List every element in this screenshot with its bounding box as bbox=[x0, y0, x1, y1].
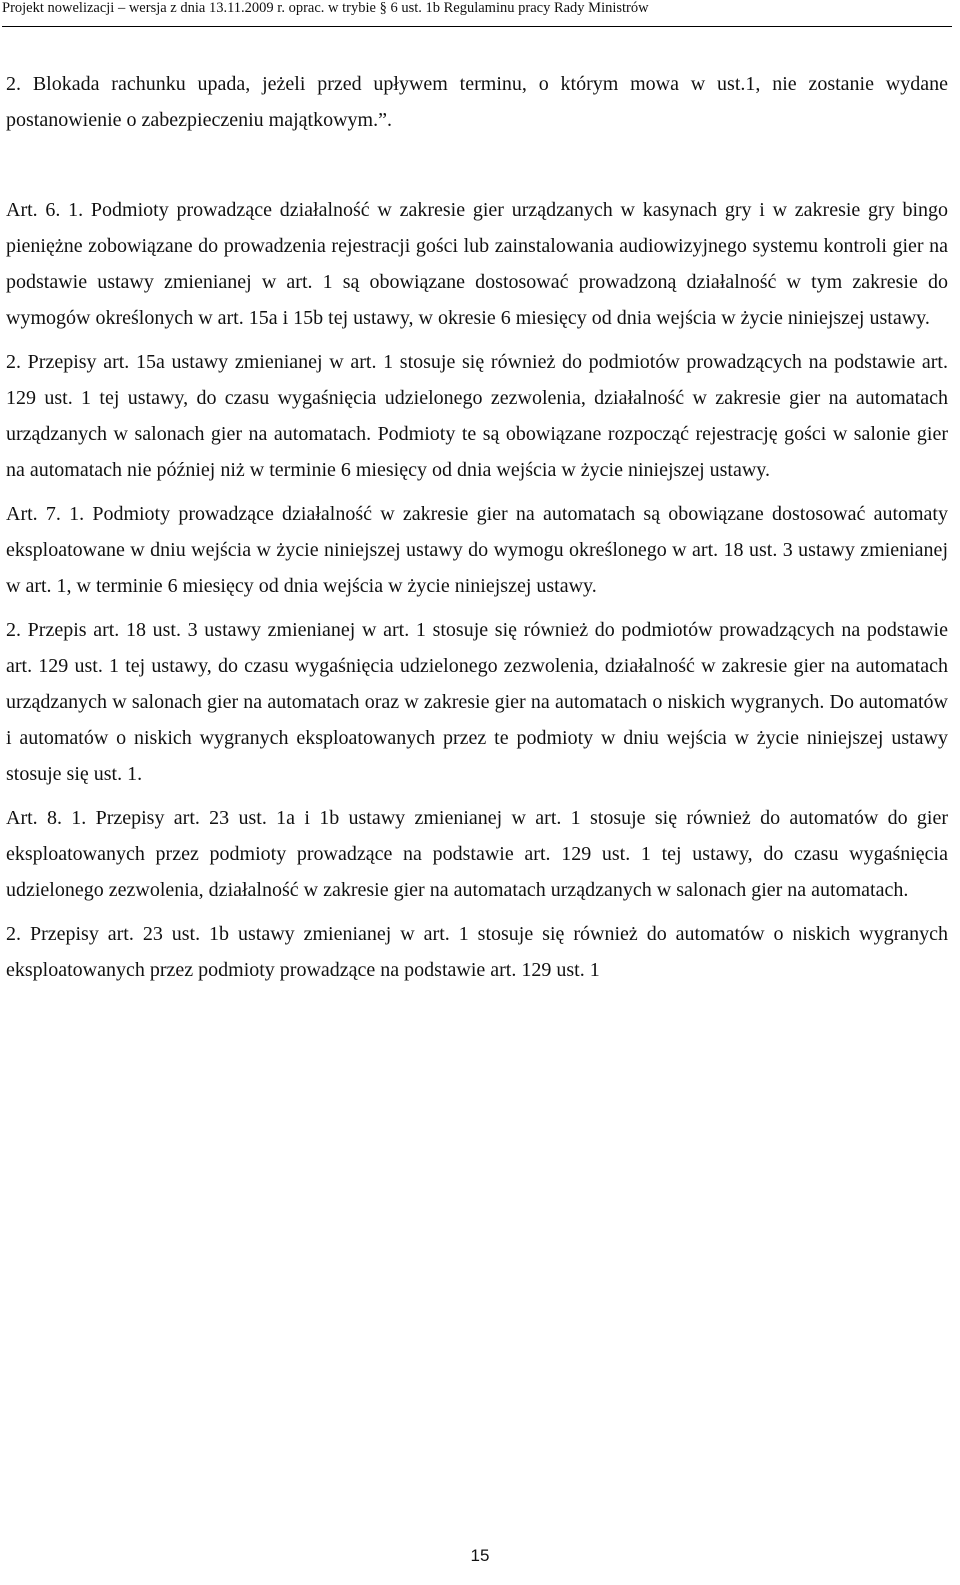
paragraph-art-8-ust-2: 2. Przepisy art. 23 ust. 1b ustawy zmienianej w art. 1 stosuje się również do automatów o niskich wygranych eksploatowanych przez podmioty prowadzące na podstawie art. 129 ust. 1 bbox=[6, 923, 948, 981]
paragraph-art-8-ust-1: Art. 8. 1. Przepisy art. 23 ust. 1a i 1b ustawy zmienianej w art. 1 stosuje się również do automatów do gier eksploatowanych przez podmioty prowadzące na podstawie art. 129 ust. 1 tej ustawy, do czasu wygaśnięcia udzielonego zezwolenia, działalność w zakresie gier na automatach urządzanych w salonach gier na automatach. bbox=[6, 807, 948, 901]
paragraph-art-7-ust-2: 2. Przepis art. 18 ust. 3 ustawy zmienianej w art. 1 stosuje się również do podmiotów prowadzących na podstawie art. 129 ust. 1 tej ustawy, do czasu wygaśnięcia udzielonego zezwolenia, działalność w zakresie gier na automatach urządzanych w salonach gier na automatach oraz w zakresie gier na automatach o niskich wygranych. Do automatów i automatów o niskich wygranych eksploatowanych przez te podmioty w dniu wejścia w życie niniejszej ustawy stosuje się ust. 1. bbox=[6, 619, 948, 785]
paragraph-art-7-ust-1: Art. 7. 1. Podmioty prowadzące działalność w zakresie gier na automatach są obowiązane dostosować automaty eksploatowane w dniu wejścia w życie niniejszej ustawy do wymogu określonego w art. 18 ust. 3 ustawy zmienianej w art. 1, w terminie 6 miesięcy od dnia wejścia w życie niniejszej ustawy. bbox=[6, 503, 948, 597]
paragraph-art-6-ust-2: 2. Przepisy art. 15a ustawy zmienianej w art. 1 stosuje się również do podmiotów prowadzących na podstawie art. 129 ust. 1 tej ustawy, do czasu wygaśnięcia udzielonego zezwolenia, działalność w zakresie gier na automatach urządzanych w salonach gier na automatach. Podmioty te są obowiązane rozpocząć rejestrację gości w salonie gier na automatach nie później niż w terminie 6 miesięcy od dnia wejścia w życie niniejszej ustawy. bbox=[6, 351, 948, 481]
page-number: 15 bbox=[470, 1546, 490, 1565]
page-header: Projekt nowelizacji – wersja z dnia 13.11.2009 r. oprac. w trybie § 6 ust. 1b Regulaminu pracy Rady Ministrów bbox=[2, 0, 952, 27]
paragraph-blokada-ust-2: 2. Blokada rachunku upada, jeżeli przed upływem terminu, o którym mowa w ust.1, nie zostanie wydane postanowienie o zabezpieczeniu majątkowym.”. bbox=[6, 73, 948, 131]
paragraph-art-6-ust-1: Art. 6. 1. Podmioty prowadzące działalność w zakresie gier urządzanych w kasynach gry i w zakresie gry bingo pieniężne zobowiązane do prowadzenia rejestracji gości lub zainstalowania audiowizyjnego systemu kontroli gier na podstawie ustawy zmienianej w art. 1 są obowiązane dostosować prowadzoną działalność w tym zakresie do wymogów określonych w art. 15a i 15b tej ustawy, w okresie 6 miesięcy od dnia wejścia w życie niniejszej ustawy. bbox=[6, 199, 948, 329]
document-body bbox=[6, 66, 948, 988]
